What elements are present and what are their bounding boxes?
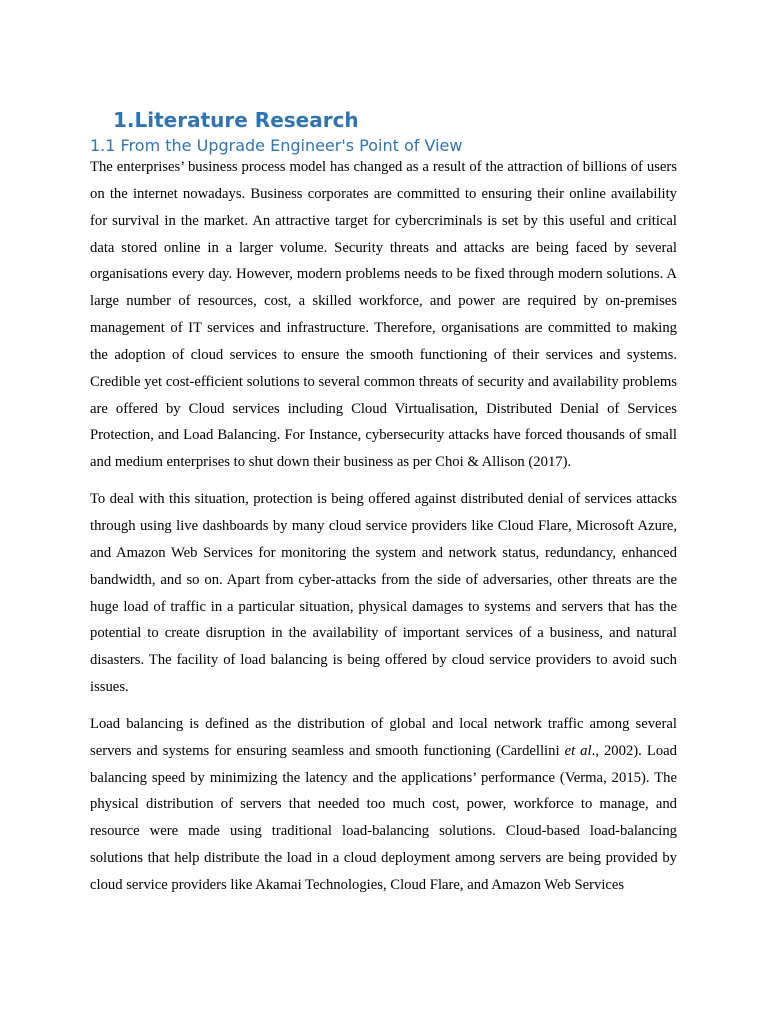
paragraph-3-text-start: Load balancing is defined as the distribution of global and local network traffic among several servers and systems for ensuring seamless and smooth functioning (Cardellini <box>90 715 677 759</box>
paragraph-1: The enterprises’ business process model has changed as a result of the attraction of billions of users on the internet nowadays. Business corporates are committed to ensuring their online availability for survival in the market. An attractive target for cybercriminals is set by this useful and critical data stored online in a larger volume. Security threats and attacks are being faced by several organisations every day. However, modern problems needs to be fixed through modern solutions. A large number of resources, cost, a skilled workforce, and power are required by on-premises management of IT services and infrastructure. Therefore, organisations are committed to making the adoption of cloud services to ensure the smooth functioning of their services and systems. Credible yet cost-efficient solutions to several common threats of security and availability problems are offered by Cloud services including Cloud Virtualisation, Distributed Denial of Services Protection, and Load Balancing. For Instance, cybersecurity attacks have forced thousands of small and medium enterprises to shut down their business as per Choi & Allison (2017). <box>90 159 677 471</box>
subsection-heading: 1.1 From the Upgrade Engineer's Point of View <box>90 136 463 155</box>
citation-et-al: et al <box>564 742 592 759</box>
paragraph-3 <box>90 711 677 899</box>
paragraph-2: To deal with this situation, protection is being offered against distributed denial of services attacks through using live dashboards by many cloud service providers like Cloud Flare, Microsoft Azure, and Amazon Web Services for monitoring the system and network status, redundancy, enhanced bandwidth, and so on. Apart from cyber-attacks from the side of adversaries, other threats are the huge load of traffic in a particular situation, physical damages to systems and servers that has the potential to create disruption in the availability of important services of a business, and natural disasters. The facility of load balancing is being offered by cloud service providers to avoid such issues. <box>90 491 677 696</box>
section-heading: 1.Literature Research <box>113 108 359 132</box>
body-text <box>90 154 677 909</box>
paragraph-3-text-end: ., 2002). Load balancing speed by minimizing the latency and the applications’ performance (Verma, 2015). The physical distribution of servers that needed too much cost, power, workforce to manage, and resource were made using traditional load-balancing solutions. Cloud-based load-balancing solutions that help distribute the load in a cloud deployment among servers are being provided by cloud service providers like Akamai Technologies, Cloud Flare, and Amazon Web Services <box>90 742 677 893</box>
